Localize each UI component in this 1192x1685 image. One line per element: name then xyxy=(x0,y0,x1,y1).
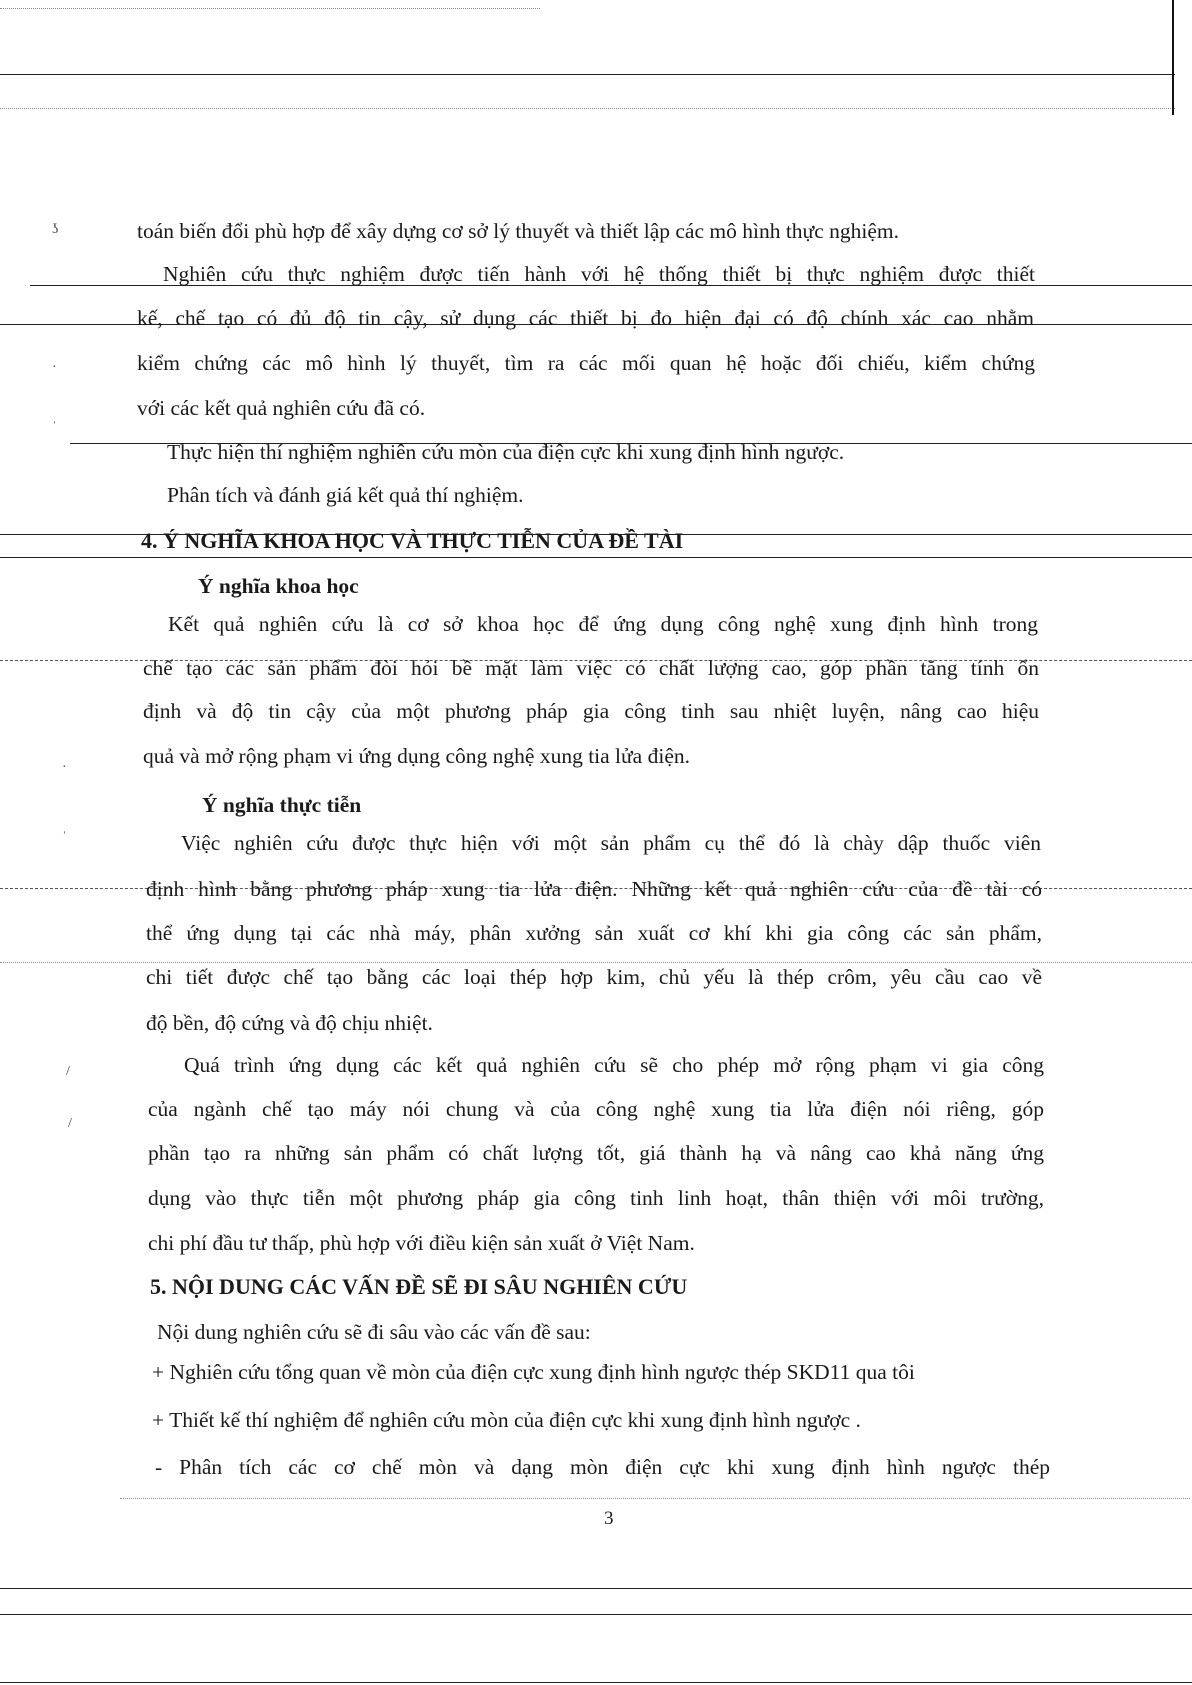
scan-speckle: ʖ xyxy=(52,222,59,237)
scan-speckle: ˈ xyxy=(62,830,67,845)
list-item: + Nghiên cứu tổng quan về mòn của điện cực xung định hình ngược thép SKD11 qua tôi xyxy=(152,1360,915,1384)
paragraph-line: Kết quả nghiên cứu là cơ sở khoa học để ứng dụng công nghệ xung định hình trong xyxy=(168,612,1038,636)
paragraph-line: định và độ tin cậy của một phương pháp gia công tinh sau nhiệt luyện, nâng cao hiệu xyxy=(143,699,1039,723)
list-item: - Phân tích các cơ chế mòn và dạng mòn điện cực khi xung định hình ngược thép xyxy=(155,1455,1050,1479)
scan-line xyxy=(0,1588,1192,1589)
paragraph-line: chế tạo các sản phẩm đòi hỏi bề mặt làm việc có chất lượng cao, góp phần tăng tính ổn xyxy=(143,656,1039,680)
scan-speckle: / xyxy=(66,1064,70,1079)
scan-line xyxy=(0,962,1192,963)
section-heading: 5. NỘI DUNG CÁC VẤN ĐỀ SẼ ĐI SÂU NGHIÊN CỨU xyxy=(150,1274,688,1299)
subsection-heading: Ý nghĩa khoa học xyxy=(198,574,359,598)
scan-speckle: · xyxy=(62,760,67,775)
paragraph-line: dụng vào thực tiễn một phương pháp gia công tinh linh hoạt, thân thiện với môi trường, xyxy=(148,1186,1044,1210)
paragraph-line: độ bền, độ cứng và độ chịu nhiệt. xyxy=(146,1011,433,1035)
paragraph-line: Việc nghiên cứu được thực hiện với một sản phẩm cụ thể đó là chày dập thuốc viên xyxy=(181,831,1041,855)
paragraph-line: Thực hiện thí nghiệm nghiên cứu mòn của điện cực khi xung định hình ngược. xyxy=(167,440,845,464)
page-number: 3 xyxy=(604,1508,614,1529)
scan-speckle: · xyxy=(52,360,57,375)
scan-line xyxy=(0,1682,1192,1683)
scan-line xyxy=(0,8,540,9)
scan-edge xyxy=(1172,0,1174,115)
paragraph-line: kiểm chứng các mô hình lý thuyết, tìm ra các mối quan hệ hoặc đối chiếu, kiểm chứng xyxy=(137,351,1035,375)
paragraph-line: Quá trình ứng dụng các kết quả nghiên cứu sẽ cho phép mở rộng phạm vi gia công xyxy=(184,1053,1044,1077)
scan-speckle: / xyxy=(68,1116,72,1131)
subsection-heading: Ý nghĩa thực tiễn xyxy=(202,793,362,817)
paragraph-line: quả và mở rộng phạm vi ứng dụng công nghệ xung tia lửa điện. xyxy=(143,744,690,768)
scan-line xyxy=(0,1614,1192,1615)
paragraph-line: với các kết quả nghiên cứu đã có. xyxy=(137,396,426,420)
paragraph-line: Phân tích và đánh giá kết quả thí nghiệm. xyxy=(167,483,524,507)
paragraph-line: định hình bằng phương pháp xung tia lửa điện. Những kết quả nghiên cứu của đề tài có xyxy=(146,877,1042,901)
scan-line xyxy=(0,557,1192,558)
scan-line xyxy=(0,108,1175,109)
section-heading: 4. Ý NGHĨA KHOA HỌC VÀ THỰC TIỄN CỦA ĐỀ TÀI xyxy=(141,528,684,553)
scan-speckle: ˈ xyxy=(52,420,57,435)
paragraph-line: chi phí đầu tư thấp, phù hợp với điều kiện sản xuất ở Việt Nam. xyxy=(148,1231,695,1255)
paragraph-line: chi tiết được chế tạo bằng các loại thép hợp kim, chủ yếu là thép crôm, yêu cầu cao về xyxy=(146,965,1042,989)
paragraph-line: Nội dung nghiên cứu sẽ đi sâu vào các vấn đề sau: xyxy=(157,1320,591,1344)
paragraph-line: thể ứng dụng tại các nhà máy, phân xưởng sản xuất cơ khí khi gia công các sản phẩm, xyxy=(146,921,1042,945)
paragraph-line: phần tạo ra những sản phẩm có chất lượng tốt, giá thành hạ và nâng cao khả năng ứng xyxy=(148,1141,1044,1165)
scan-line xyxy=(0,74,1175,75)
paragraph-line: của ngành chế tạo máy nói chung và của công nghệ xung tia lửa điện nói riêng, góp xyxy=(148,1097,1044,1121)
paragraph-line: toán biến đổi phù hợp để xây dựng cơ sở lý thuyết và thiết lập các mô hình thực nghiệm. xyxy=(137,219,899,243)
scan-line xyxy=(120,1498,1190,1499)
list-item: + Thiết kế thí nghiệm để nghiên cứu mòn của điện cực khi xung định hình ngược . xyxy=(152,1408,861,1432)
paragraph-line: kế, chế tạo có đủ độ tin cậy, sử dụng các thiết bị đo hiện đại có độ chính xác cao nhằm xyxy=(137,306,1034,330)
paragraph-line: Nghiên cứu thực nghiệm được tiến hành với hệ thống thiết bị thực nghiệm được thiết xyxy=(163,262,1035,286)
